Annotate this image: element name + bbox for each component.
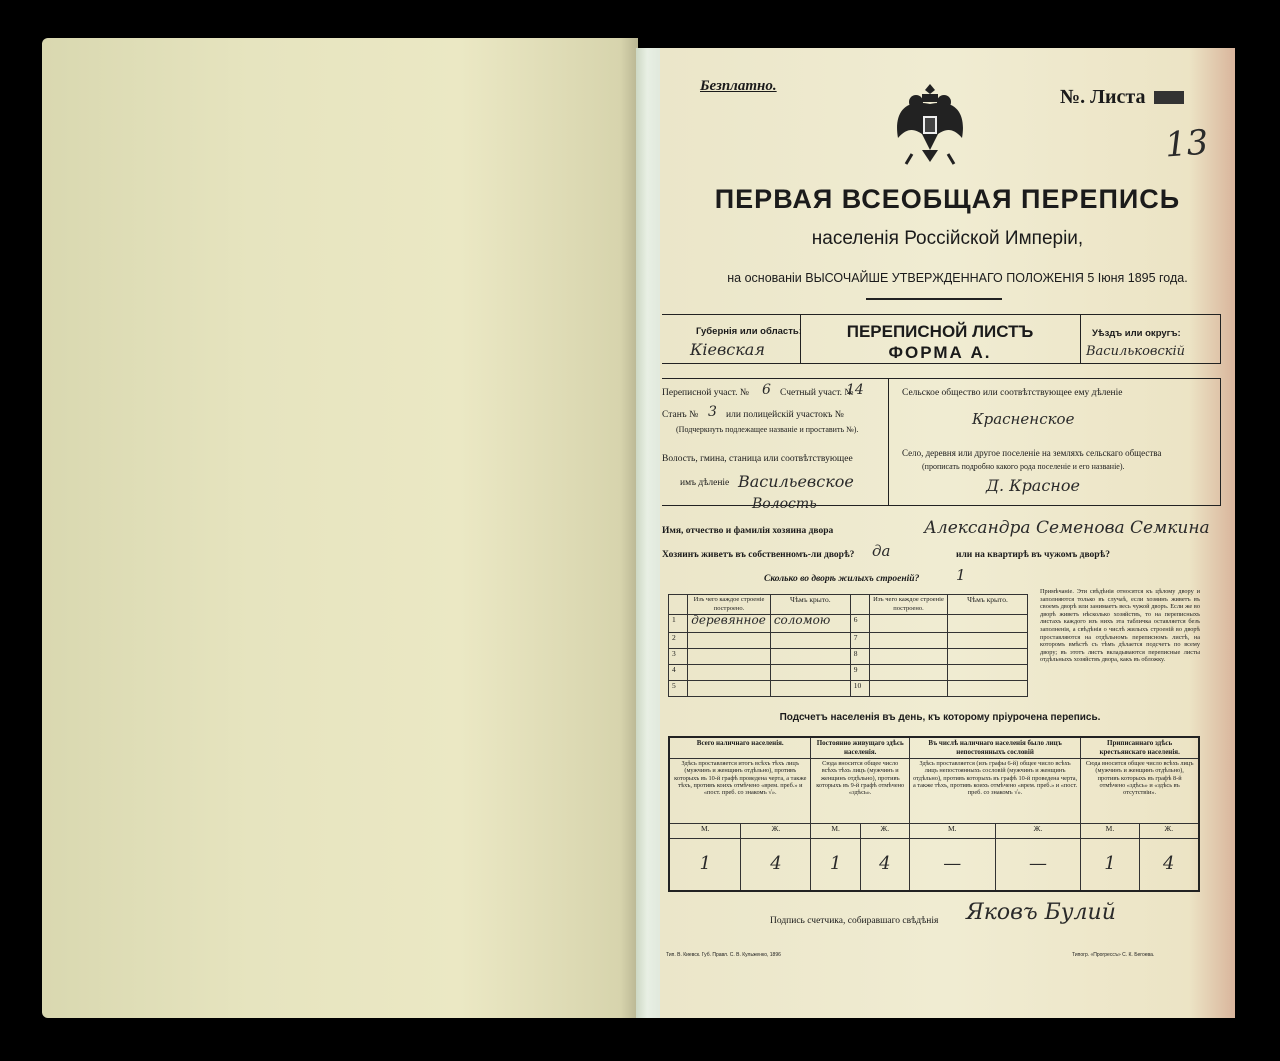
summary-col-2-desc: Сюда вносится общее число всѣхъ тѣхъ лицъ (мужчинъ и женщинъ отдѣльно), противъ которыхъ въ 9-й графѣ отмѣчено «здѣсь». (811, 759, 909, 824)
printer-right: Типогр. «Прогрессъ» С. К. Бегоева. (1072, 952, 1155, 958)
village-label: Село, деревня или другое поселеніе на земляхъ сельскаго общества (902, 448, 1162, 458)
material-header: Изъ чего каждое строеніе построено. (688, 595, 771, 615)
row-number: 3 (669, 649, 688, 665)
province-value: Кіевская (690, 340, 765, 359)
summary-col-3-title: Въ числѣ наличнаго населенія было лицъ непостоянныхъ сословій (909, 737, 1080, 759)
volost-value-1: Васильевское (738, 472, 854, 491)
sheet-number-label: №. Листа (1060, 86, 1146, 108)
summary-table (668, 736, 1200, 892)
total-male: 1 (669, 838, 741, 891)
own-yard-value: да (872, 542, 891, 560)
peasant-male: 1 (1081, 838, 1139, 891)
census-district-value: 6 (762, 382, 771, 398)
volost-label-2: имъ дѣленіе (680, 478, 730, 488)
buildings-value: 1 (956, 566, 966, 584)
peasant-female: 4 (1139, 838, 1199, 891)
signature-value: Яковъ Булий (966, 900, 1116, 925)
free-label: Безплатно. (700, 78, 777, 94)
male-label: М. (669, 824, 741, 839)
summary-heading: Подсчетъ населенія въ день, къ которому пріурочена перепись. (779, 712, 1101, 723)
roof-value: соломою (770, 615, 850, 633)
summary-col-1-desc: Здѣсь проставляется итогъ всѣхъ тѣхъ лицъ (мужчинъ и женщинъ отдѣльно), противъ которыхъ въ 10-й графѣ проведена черта, а также тѣхъ, противъ коихъ отмѣчено «врем. преб.» и «пост. преб. со знакомъ √». (669, 759, 811, 824)
row-number: 8 (850, 649, 869, 665)
summary-col-4-title: Приписаннаго здѣсь крестьянскаго населенія. (1081, 737, 1199, 759)
buildings-note: Примѣчаніе. Эти свѣдѣнія относятся къ цѣлому двору и заполняются только въ случаѣ, если хозяинъ живетъ въ своемъ дворѣ или занимаетъ весь чужой дворъ. Если же во дворѣ живетъ нѣсколько хозяйствъ, то на переписныхъ листахъ каждого изъ нихъ эта табличка оставляется безъ заполненія, а свѣдѣнія о числѣ жилыхъ строеній во дворѣ проставляются на отдѣльномъ переписномъ листѣ, на которомъ вмѣстѣ съ тѣмъ дѣлается подсчетъ по всему двору; въ этотъ листъ вкладываются переписные листы отдѣльныхъ хозяйствъ двора, какъ въ обложку. (1040, 588, 1200, 664)
police-label: или полицейскій участокъ № (726, 410, 844, 420)
total-female: 4 (741, 838, 811, 891)
summary-col-3-desc: Здѣсь проставляется (изъ графы 6-й) общее число всѣхъ лицъ непостоянныхъ сословій (мужчинъ и женщинъ отдѣльно), противъ которыхъ въ графѣ 10-й проведена черта, а также тѣхъ, противъ коихъ отмѣчено «врем. преб.» и «пост. преб. со знакомъ √». (909, 759, 1080, 824)
title-rule (866, 298, 1002, 300)
female-label: Ж. (1139, 824, 1199, 839)
village-value: Д. Красное (986, 476, 1080, 495)
female-label: Ж. (860, 824, 909, 839)
census-subtitle: населенія Россійской Имперіи, (811, 228, 1084, 249)
male-label: М. (811, 824, 860, 839)
census-title: ПЕРВАЯ ВСЕОБЩАЯ ПЕРЕПИСЬ (714, 184, 1181, 214)
row-number: 4 (669, 665, 688, 681)
volost-label-1: Волость, гмина, станица или соотвѣтствующее (662, 454, 853, 464)
society-label: Сельское общество или соотвѣтствующее ему дѣленіе (902, 388, 1123, 398)
material-value: деревянное (688, 615, 771, 633)
stan-value: 3 (708, 404, 717, 420)
count-district-label: Счетный участ. № (780, 388, 854, 398)
redaction-mark (1154, 91, 1184, 104)
owner-name-label: Имя, отчество и фамилія хозяина двора (662, 526, 834, 536)
census-basis: на основаніи ВЫСОЧАЙШЕ УТВЕРЖДЕННАГО ПОЛОЖЕНІЯ 5 Іюня 1895 года. (727, 271, 1188, 285)
sheet-number-value: 13 (1163, 122, 1210, 166)
own-yard-label: Хозяинъ живетъ въ собственномъ-ли дворѣ? (662, 550, 855, 560)
transient-female: — (995, 838, 1081, 891)
police-note: (Подчеркнуть подлежащее названіе и проставить №). (676, 425, 859, 434)
row-number: 10 (850, 681, 869, 697)
province-label: Губернія или область: (696, 326, 802, 337)
summary-col-1-title: Всего наличнаго населенія. (669, 737, 811, 759)
row-number: 9 (850, 665, 869, 681)
left-blank-page (42, 38, 638, 1018)
count-district-value: 14 (846, 382, 864, 398)
resident-male: 1 (811, 838, 860, 891)
roof-header: Чѣмъ крыто. (770, 595, 850, 615)
district-label: Уѣздъ или округъ: (1092, 328, 1181, 339)
owner-name-value: Александра Семенова Семкина (924, 518, 1210, 538)
row-number: 2 (669, 633, 688, 649)
row-number: 5 (669, 681, 688, 697)
buildings-table (668, 594, 1028, 697)
printer-left: Тип. В. Киевск. Губ. Правл. С. В. Кульженко, 1896 (666, 952, 781, 958)
stan-label: Станъ № (662, 410, 699, 420)
village-note: (прописать подробно какого рода поселеніе и его названіе). (922, 462, 1125, 471)
form-name: ФОРМА А. (888, 343, 992, 362)
form-title: ПЕРЕПИСНОЙ ЛИСТЪ (846, 322, 1034, 341)
row-number: 6 (850, 615, 869, 633)
male-label: М. (1081, 824, 1139, 839)
double-headed-eagle-emblem (892, 80, 968, 172)
male-label: М. (909, 824, 995, 839)
female-label: Ж. (995, 824, 1081, 839)
transient-male: — (909, 838, 995, 891)
society-value: Красненское (972, 410, 1075, 428)
summary-col-4-desc: Сюда вносится общее число всѣхъ лицъ (мужчинъ и женщинъ отдѣльно), противъ которыхъ въ графѣ 8-й отмѣчено «здѣсь» и «здѣсь въ отсутствіи». (1081, 759, 1199, 824)
row-number: 1 (669, 615, 688, 633)
female-label: Ж. (741, 824, 811, 839)
district-value: Васильковскій (1086, 344, 1186, 359)
volost-value-2: Волость (752, 496, 817, 512)
census-form-page (660, 48, 1235, 1018)
summary-col-2-title: Постоянно живущаго здѣсь населенія. (811, 737, 909, 759)
material-header-2: Изъ чего каждое строеніе построено. (870, 595, 948, 615)
rented-label: или на квартирѣ въ чужомъ дворѣ? (956, 550, 1111, 560)
roof-header-2: Чѣмъ крыто. (947, 595, 1027, 615)
resident-female: 4 (860, 838, 909, 891)
row-number: 7 (850, 633, 869, 649)
census-district-label: Переписной участ. № (662, 388, 749, 398)
buildings-label: Сколько во дворѣ жилыхъ строеній? (764, 574, 920, 584)
signature-label: Подпись счетчика, собиравшаго свѣдѣнія (770, 916, 939, 926)
